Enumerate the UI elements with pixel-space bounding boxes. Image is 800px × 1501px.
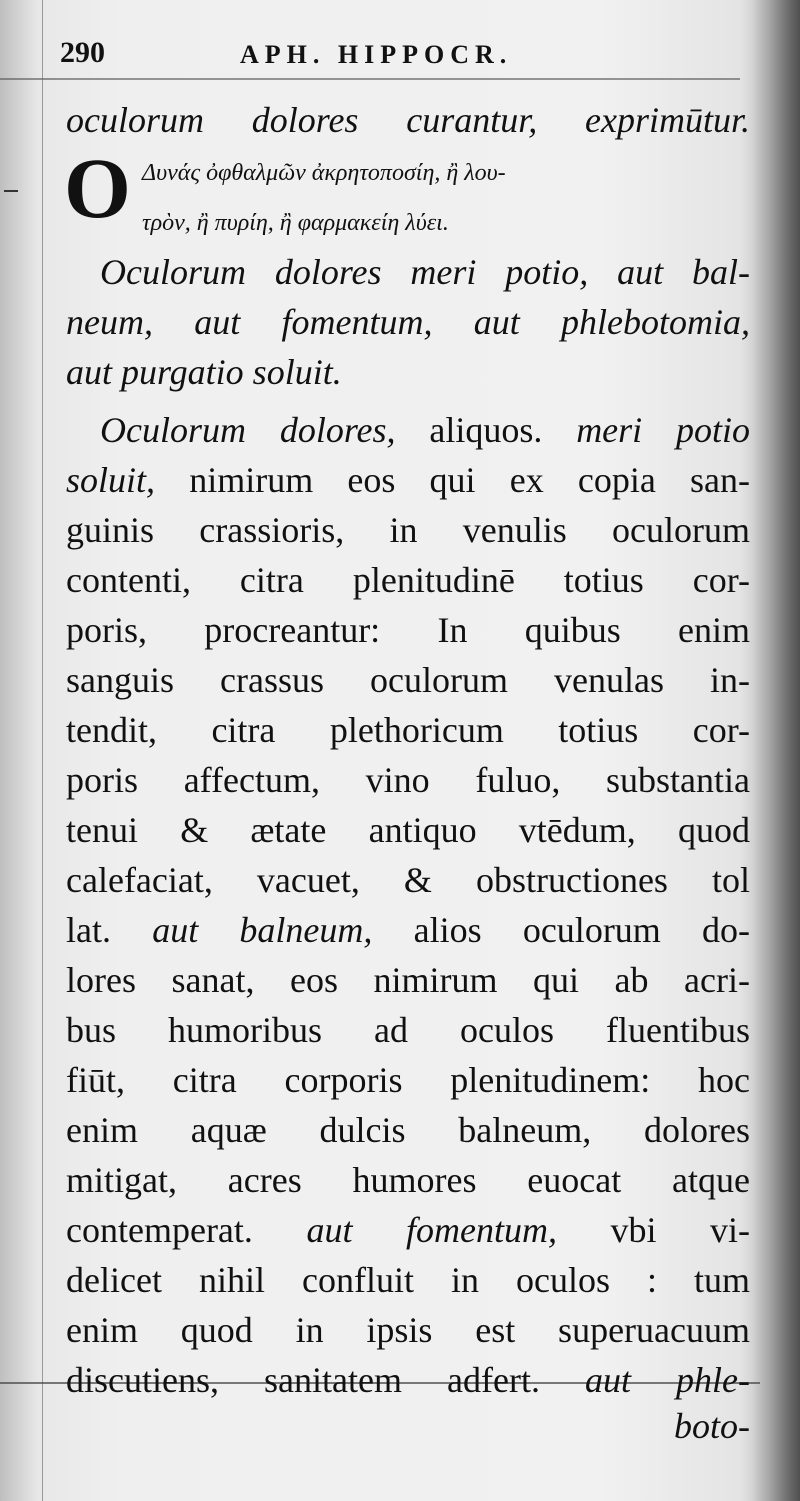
text-segment: soluit, bbox=[66, 460, 156, 500]
text-line: enim aquæ dulcis balneum, dolores bbox=[66, 1110, 750, 1150]
header-rule bbox=[0, 78, 740, 80]
text-line: tenui & ætate antiquo vtēdum, quod bbox=[66, 810, 750, 850]
text-line bbox=[66, 906, 750, 954]
margin-mark bbox=[4, 190, 18, 192]
text-line: neum, aut fomentum, aut phlebotomia, bbox=[66, 302, 750, 342]
text-line: fiūt, citra corporis plenitudinem: hoc bbox=[66, 1060, 750, 1100]
page-edge-shadow-left bbox=[0, 0, 36, 1501]
text-line: oculorum dolores curantur, exprimūtur. bbox=[66, 100, 750, 140]
running-head: APH. HIPPOCR. bbox=[240, 40, 513, 69]
text-line: lores sanat, eos nimirum qui ab acri- bbox=[66, 960, 750, 1000]
text-segment: aliquos. bbox=[429, 410, 543, 450]
text-line: tendit, citra plethoricum totius cor- bbox=[66, 710, 750, 750]
drop-capital: O bbox=[64, 140, 131, 236]
text-line bbox=[66, 456, 750, 504]
text-line bbox=[66, 1356, 750, 1404]
page-number: 290 bbox=[60, 36, 105, 69]
greek-line: Δυνάς ὀφθαλμῶν ἀκρητοποσίη, ἢ λου- bbox=[142, 160, 506, 186]
running-header bbox=[60, 36, 740, 76]
text-segment: aut phle- bbox=[585, 1360, 751, 1400]
text-line bbox=[66, 1206, 750, 1254]
text-segment: alios oculorum do- bbox=[413, 910, 751, 950]
page-gutter-shadow bbox=[752, 0, 800, 1501]
text-segment: aut balneum, bbox=[152, 910, 373, 950]
text-line: guinis crassioris, in venulis oculorum bbox=[66, 510, 750, 550]
text-line: calefaciat, vacuet, & obstructiones tol bbox=[66, 860, 750, 900]
text-line: enim quod in ipsis est superuacuum bbox=[66, 1310, 750, 1350]
text-line: poris, procreantur: In quibus enim bbox=[66, 610, 750, 650]
text-line bbox=[100, 406, 750, 454]
text-line: Oculorum dolores meri potio, aut bal- bbox=[100, 252, 750, 292]
text-line: aut purgatio soluit. bbox=[66, 352, 342, 392]
text-segment: discutiens, sanitatem adfert. bbox=[66, 1360, 540, 1400]
text-segment: vbi vi- bbox=[610, 1210, 751, 1250]
text-line: contenti, citra plenitudinē totius cor- bbox=[66, 560, 750, 600]
text-segment: meri potio bbox=[576, 410, 751, 450]
text-segment: Oculorum dolores, bbox=[100, 410, 396, 450]
text-segment: nimirum eos qui ex copia san- bbox=[189, 460, 751, 500]
text-segment: lat. bbox=[66, 910, 111, 950]
text-line: bus humoribus ad oculos fluentibus bbox=[66, 1010, 750, 1050]
text-segment: contemperat. bbox=[66, 1210, 253, 1250]
catchword: boto- bbox=[674, 1406, 750, 1446]
text-segment: aut fomentum, bbox=[306, 1210, 557, 1250]
page-left-edge bbox=[42, 0, 43, 1501]
text-line: sanguis crassus oculorum venulas in- bbox=[66, 660, 750, 700]
text-line: delicet nihil confluit in oculos : tum bbox=[66, 1260, 750, 1300]
text-line: mitigat, acres humores euocat atque bbox=[66, 1160, 750, 1200]
greek-line: τρὸν, ἢ πυρίη, ἢ φαρμακείη λύει. bbox=[142, 210, 449, 236]
text-line: poris affectum, vino fuluo, substantia bbox=[66, 760, 750, 800]
